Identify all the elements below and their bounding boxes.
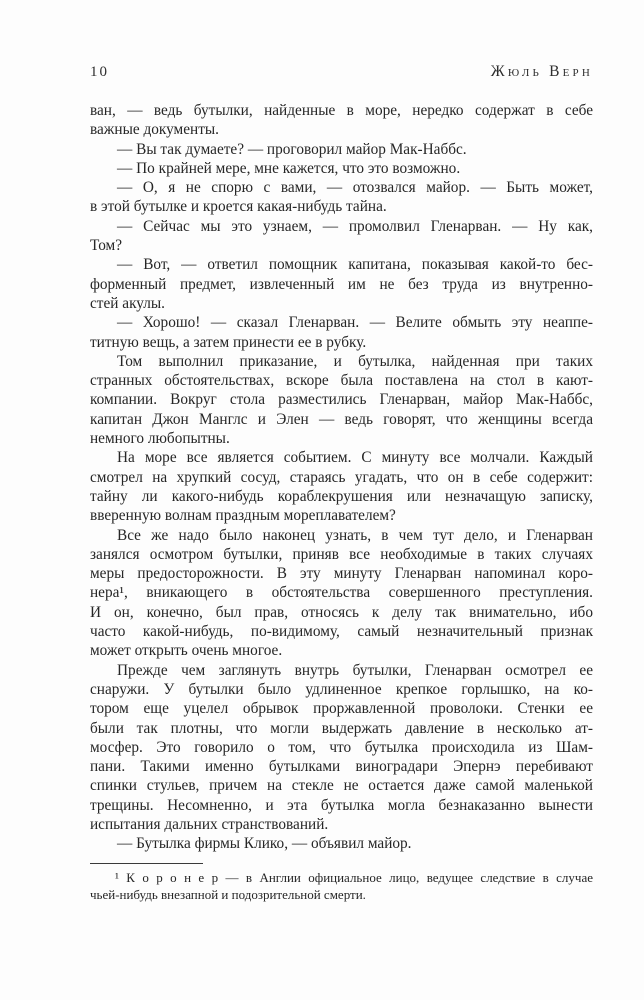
text-line: в этой бутылке и кроется какая-нибудь тайна.	[90, 198, 387, 216]
page-number: 10	[90, 64, 109, 80]
footnote	[90, 869, 593, 904]
paragraph	[90, 217, 593, 256]
text-line: занялся осмотром бутылки, приняв все необходимые в таких случаях	[90, 545, 593, 563]
text-line: компании. Вокруг стола разместились Гленарван, майор Мак-Наббс,	[90, 391, 593, 409]
paragraph	[90, 834, 593, 853]
text-line: ван, — ведь бутылки, найденные в море, нередко содержат в себе	[90, 102, 593, 119]
text-line: важные документы.	[90, 121, 219, 139]
text-line: пани. Такими именно бутылками виноградари Эпернэ перебивают	[90, 758, 593, 776]
paragraph	[90, 159, 593, 178]
text-line: странных обстоятельствах, вскоре была поставлена на стол в кают-	[90, 372, 593, 390]
text-line: Все же надо было наконец узнать, в чем тут дело, и Гленарван	[117, 526, 593, 544]
text-line: меры предосторожности. В эту минуту Гленарван напоминал коро-	[90, 565, 593, 583]
text-line: — Сейчас мы это узнаем, — промолвил Гленарван. — Ну как,	[117, 217, 593, 235]
footnote-line: чьей-нибудь внезапной и подозрительной смерти.	[90, 887, 366, 903]
running-title-author: Жюль Верн	[490, 63, 593, 80]
text-line: тайну ли какого-нибудь кораблекрушения или незначащую записку,	[90, 487, 593, 505]
text-line: Том?	[90, 237, 123, 255]
text-line: На море все является событием. С минуту все молчали. Каждый	[117, 449, 593, 467]
text-line: капитан Джон Манглс и Элен — ведь говорят, что женщины всегда	[90, 410, 593, 428]
text-line: трещины. Несомненно, и эта бутылка могла безнаказанно вынести	[90, 796, 593, 814]
text-line: испытания дальних странствований.	[90, 815, 329, 833]
text-line: Том выполнил приказание, и бутылка, найденная при таких	[117, 352, 593, 370]
paragraph	[90, 352, 593, 448]
text-line: — Хорошо! — сказал Гленарван. — Велите обмыть эту неаппе-	[117, 314, 593, 332]
paragraph	[90, 448, 593, 525]
text-line: — Бутылка фирмы Клико, — объявил майор.	[117, 835, 412, 853]
text-line: тором еще уцелел обрывок проржавленной проволоки. Стенки ее	[90, 700, 593, 718]
text-line: — По крайней мере, мне кажется, что это возможно.	[117, 159, 461, 177]
paragraph	[90, 526, 593, 661]
text-line: немного любопытны.	[90, 430, 230, 448]
text-line: может открыть очень многое.	[90, 642, 283, 660]
text-line: часто какой-нибудь, по-видимому, самый незначительный признак	[90, 623, 593, 641]
footnote-line: ¹ К о р о н е р — в Англии официальное лицо, ведущее следствие в случае	[115, 869, 593, 885]
text-line: смотрел на хрупкий сосуд, стараясь угадать, что он в себе содержит:	[90, 468, 593, 486]
footnote-rule	[90, 863, 203, 864]
text-line: — Вы так думаете? — проговорил майор Мак-Наббс.	[117, 140, 467, 158]
text-line: мосфер. Это говорило о том, что бутылка происходила из Шам-	[90, 738, 593, 756]
text-line: вверенную волнам праздным мореплавателем?	[90, 507, 396, 525]
text-line: Прежде чем заглянуть внутрь бутылки, Гленарван осмотрел ее	[117, 661, 593, 679]
paragraph	[90, 313, 593, 352]
text-line: — Вот, — ответил помощник капитана, показывая какой-то бес-	[117, 256, 593, 274]
body-text	[90, 101, 593, 854]
text-line: титную вещь, а затем принести ее в рубку.	[90, 333, 367, 351]
text-line: снаружи. У бутылки было удлиненное крепкое горлышко, на ко-	[90, 680, 593, 698]
paragraph	[90, 661, 593, 835]
text-line: стей акулы.	[90, 294, 165, 312]
paragraph	[90, 101, 593, 140]
text-line: — О, я не спорю с вами, — отозвался майор. — Быть может,	[117, 179, 593, 197]
text-line: форменный предмет, извлеченный им не без труда из внутренно-	[90, 275, 593, 293]
page-content	[90, 63, 593, 904]
page-header	[90, 63, 593, 81]
paragraph	[90, 255, 593, 313]
text-line: И он, конечно, был прав, относясь к делу так внимательно, ибо	[90, 603, 593, 621]
paragraph	[90, 140, 593, 159]
text-line: нера¹, вникающего в обстоятельства совершенного преступления.	[90, 584, 593, 602]
text-line: спинки стульев, причем на стекле не остается даже самой маленькой	[90, 777, 593, 795]
text-line: были так плотны, что могли выдержать давление в несколько ат-	[90, 719, 593, 737]
paragraph	[90, 178, 593, 217]
